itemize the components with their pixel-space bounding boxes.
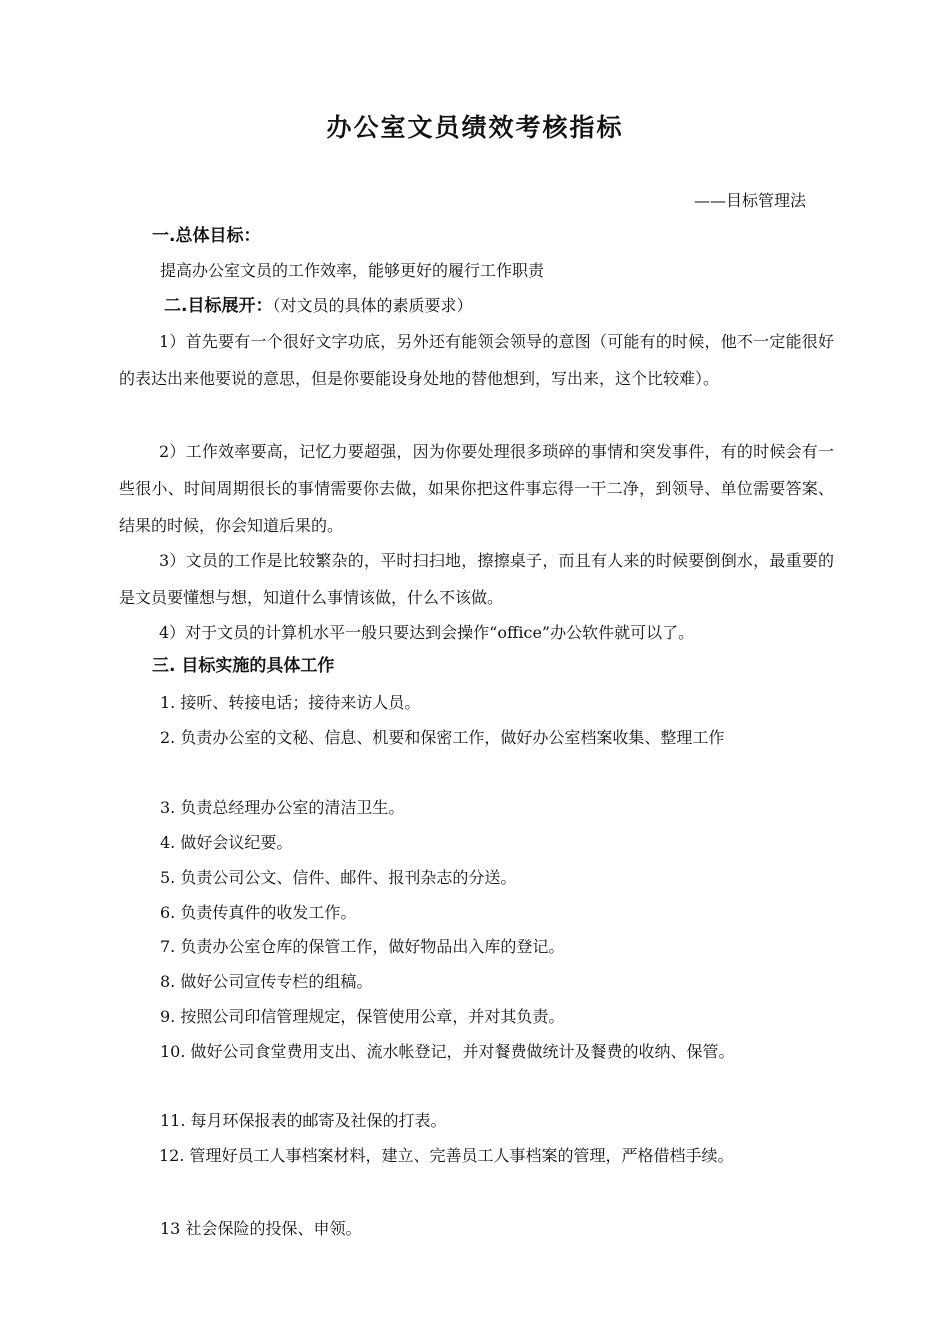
- section3-item-12: 12. 管理好员工人事档案材料，建立、完善员工人事档案的管理，严格借档手续。: [159, 1146, 734, 1165]
- section3-item-4: 4. 做好会议纪要。: [160, 833, 293, 852]
- section3-item-13: 13 社会保险的投保、申领。: [160, 1219, 362, 1238]
- section3-item-5: 5. 负责公司公文、信件、邮件、报刊杂志的分送。: [160, 868, 517, 887]
- section3-heading: 三. 目标实施的具体工作: [152, 656, 335, 676]
- section1-heading: 一.总体目标：: [152, 226, 261, 246]
- section3-item-1: 1. 接听、转接电话；接待来访人员。: [160, 693, 421, 712]
- section3-item-7: 7. 负责办公室仓库的保管工作，做好物品出入库的登记。: [160, 937, 565, 956]
- section2-paragraph-4: 4）对于文员的计算机水平一般只要达到会操作“office”办公软件就可以了。: [159, 623, 695, 642]
- section2-paragraph-1: 1）首先要有一个很好文字功底，另外还有能领会领导的意图（可能有的时候，他不一定能很好的表达出来他要说的意思，但是你要能设身处地的替他想到，写出来，这个比较难）。: [119, 332, 834, 388]
- section2-heading: [164, 296, 472, 316]
- section1-text: 提高办公室文员的工作效率，能够更好的履行工作职责: [160, 261, 545, 280]
- section2-paragraph-2: 2）工作效率要高，记忆力要超强，因为你要处理很多琐碎的事情和突发事件，有的时候会有一些很小、时间周期很长的事情需要你去做，如果你把这件事忘得一干二净，到领导、单位需要答案、结果的时候，你会知道后果的。: [119, 442, 834, 535]
- section2-heading-label: 二.目标展开：: [164, 296, 273, 316]
- section2-paragraph-3: 3）文员的工作是比较繁杂的，平时扫扫地，擦擦桌子，而且有人来的时候要倒倒水，最重要的是文员要懂想与想，知道什么事情该做，什么不该做。: [119, 551, 834, 607]
- section2-heading-note: （对文员的具体的素质要求）: [272, 296, 473, 315]
- document-subtitle: ——目标管理法: [693, 191, 806, 210]
- section3-item-2: 2. 负责办公室的文秘、信息、机要和保密工作，做好办公室档案收集、整理工作: [160, 728, 725, 747]
- section3-item-11: 11. 每月环保报表的邮寄及社保的打表。: [160, 1111, 447, 1130]
- section3-item-10: 10. 做好公司食堂费用支出、流水帐登记，并对餐费做统计及餐费的收纳、保管。: [160, 1042, 735, 1061]
- section3-item-8: 8. 做好公司宣传专栏的组稿。: [160, 972, 373, 991]
- section3-item-9: 9. 按照公司印信管理规定，保管使用公章，并对其负责。: [160, 1007, 565, 1026]
- document-title: 办公室文员绩效考核指标: [326, 113, 624, 142]
- section3-item-3: 3. 负责总经理办公室的清洁卫生。: [160, 798, 405, 817]
- section3-item-6: 6. 负责传真件的收发工作。: [160, 903, 357, 922]
